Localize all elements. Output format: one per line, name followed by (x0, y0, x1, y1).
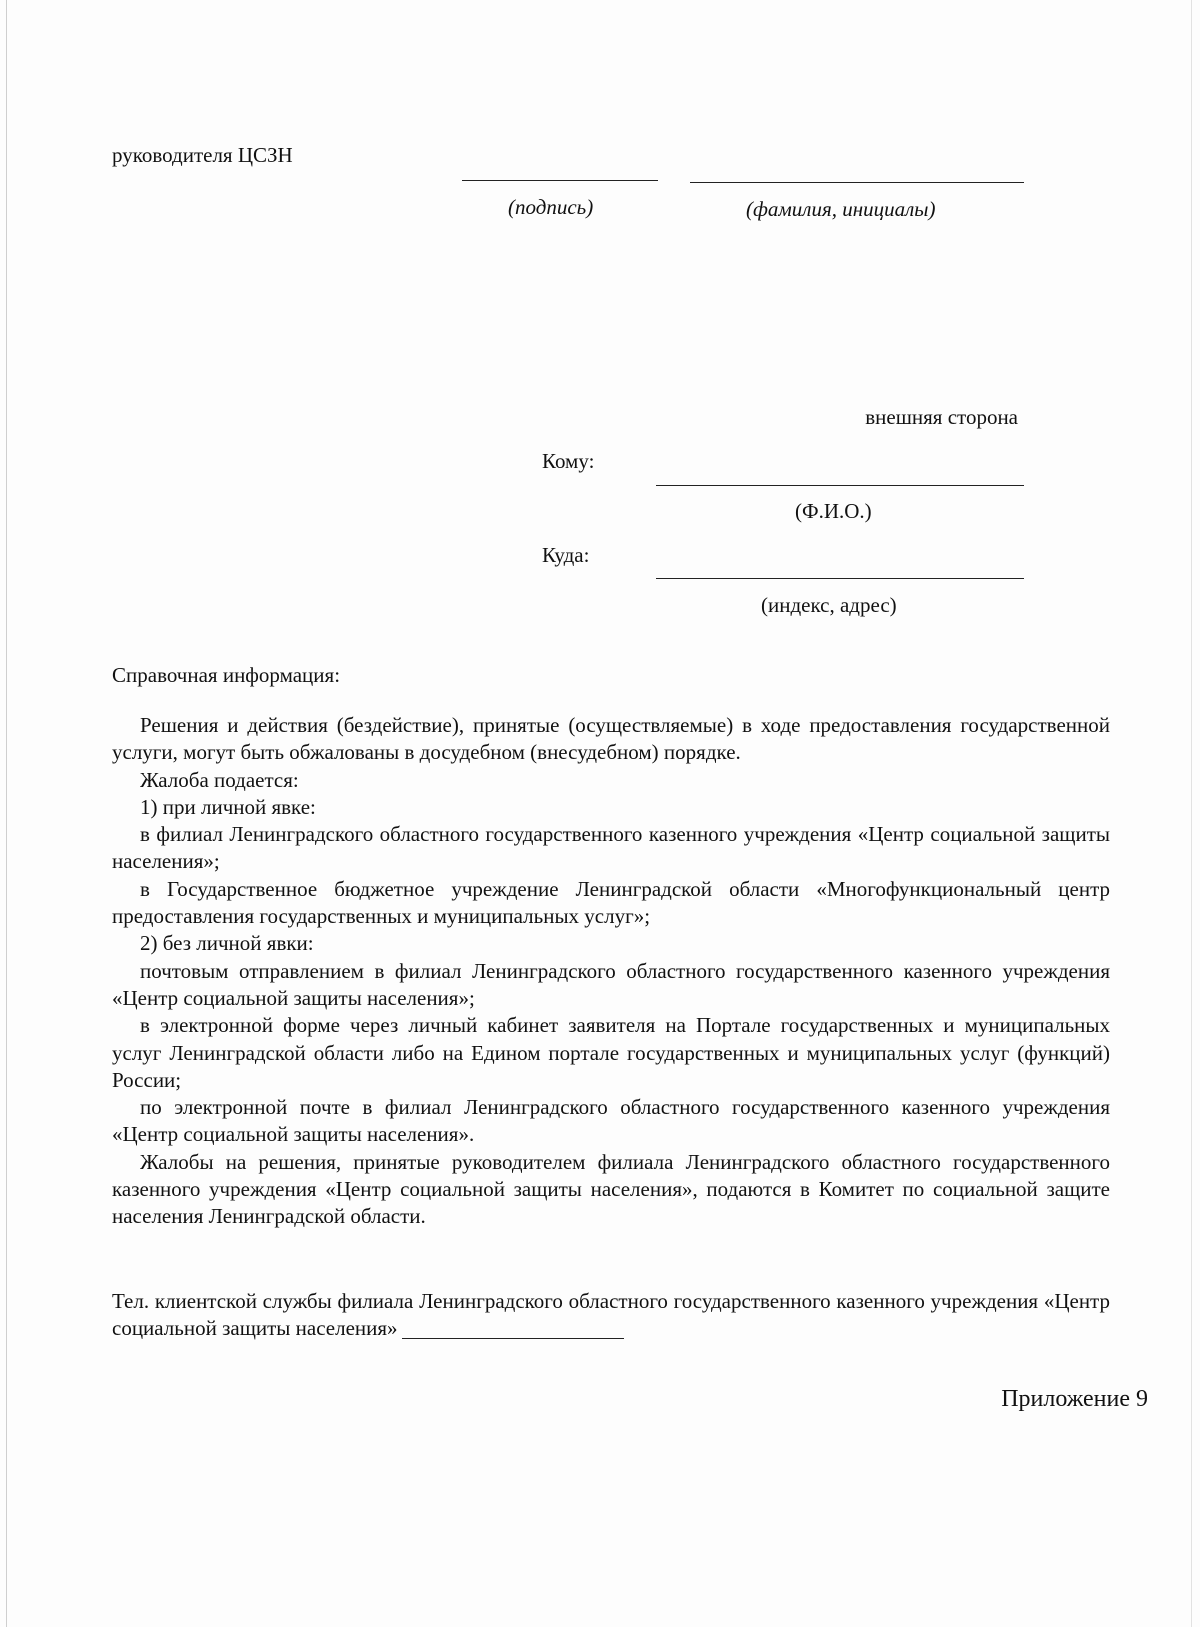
signature-caption: (подпись) (508, 195, 594, 219)
paragraph-appeal: Решения и действия (бездействие), принятые (осуществляемые) в ходе предоставления государственной услуги, могут быть обжалованы в досудебном (внесудебном) порядке. (112, 713, 1110, 765)
reference-heading: Справочная информация: (112, 663, 341, 687)
paragraph-electronic-portal: в электронной форме через личный кабинет заявителя на Портале государственных и муниципальных услуг Ленинградской области либо на Едином портале государственных и муниципальных услуг (функций) России; (112, 1013, 1110, 1092)
paragraph-committee: Жалобы на решения, принятые руководителем филиала Ленинградского областного государственного казенного учреждения «Центр социальной защиты населения», подаются в Комитет по социальной защите населения Ленинградской области. (112, 1149, 1110, 1229)
paragraph-email: по электронной почте в филиал Ленинградского областного государственного казенного учреждения «Центр социальной защиты населения». (112, 1095, 1110, 1147)
to-line[interactable] (656, 485, 1024, 486)
where-label: Куда: (542, 543, 590, 567)
where-caption: (индекс, адрес) (761, 593, 897, 617)
paragraph-not-in-person: 2) без личной явки: (140, 931, 314, 956)
signature-line[interactable] (462, 180, 658, 181)
scan-edge-left (6, 0, 7, 1627)
phone-text: Тел. клиентской службы филиала Ленинградского областного государственного казенного учреждения «Центр социальной защиты населения» (112, 1289, 1110, 1340)
paragraph-postal: почтовым отправлением в филиал Ленинградского областного государственного казенного учреждения «Центр социальной защиты населения»; (112, 958, 1110, 1010)
appendix-label: Приложение 9 (1001, 1386, 1148, 1412)
name-line[interactable] (690, 182, 1024, 183)
phone-fill-line[interactable] (402, 1338, 624, 1339)
where-line[interactable] (656, 578, 1024, 579)
name-caption: (фамилия, инициалы) (746, 197, 936, 221)
paragraph-in-person: 1) при личной явке: (140, 794, 316, 819)
to-caption: (Ф.И.О.) (795, 499, 872, 523)
reference-body (112, 712, 1110, 1231)
envelope-side-label: внешняя сторона (865, 405, 1018, 429)
to-label: Кому: (542, 449, 595, 473)
scan-edge-right (1191, 0, 1192, 1627)
paragraph-branch-cszn: в филиал Ленинградского областного государственного казенного учреждения «Центр социальной защиты населения»; (112, 822, 1110, 874)
paragraph-complaint-filed: Жалоба подается: (140, 767, 299, 792)
position-label: руководителя ЦСЗН (112, 143, 293, 167)
phone-block (112, 1288, 1110, 1342)
paragraph-mfc: в Государственное бюджетное учреждение Ленинградской области «Многофункциональный центр предоставления государственных и муниципальных услуг»; (112, 876, 1110, 929)
